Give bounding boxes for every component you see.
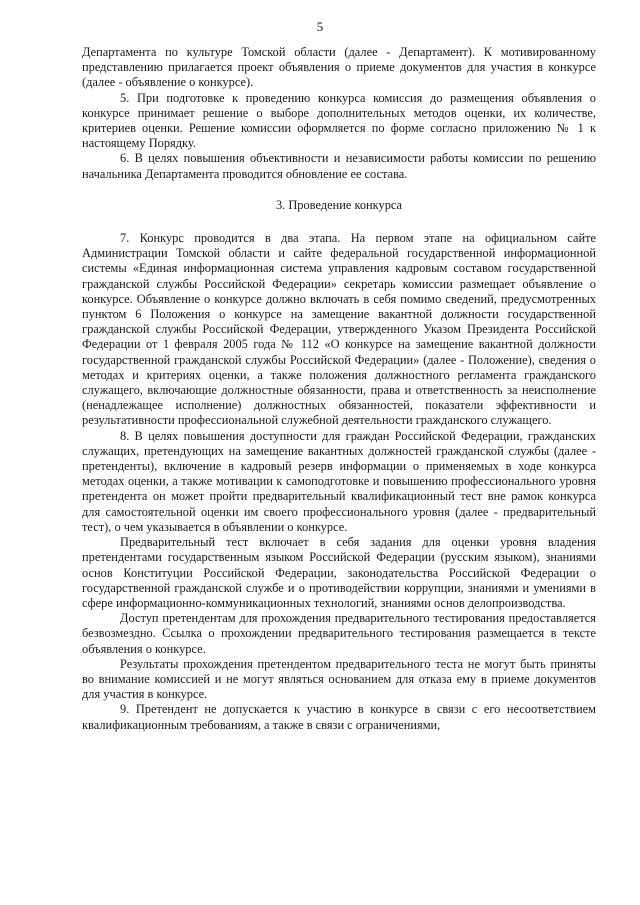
paragraph-test-access: Доступ претендентам для прохождения предварительного тестирования предоставляется безвозмездно. Ссылка о прохождении предварительного тестирования размещается в тексте объявления о конкурсе. — [82, 611, 596, 656]
paragraph-continuation: Департамента по культуре Томской области (далее - Департамент). К мотивированному представлению прилагается проект объявления о приеме документов для участия в конкурсе (далее - объявление о конкурсе). — [82, 45, 596, 90]
paragraph-item-5: 5. При подготовке к проведению конкурса комиссия до размещения объявления о конкурсе принимает решение о выборе дополнительных методов оценки, их количестве, критериев оценки. Решение комиссии оформляется по форме согласно приложению № 1 к настоящему Порядку. — [82, 90, 596, 151]
paragraph-item-9: 9. Претендент не допускается к участию в конкурсе в связи с его несоответствием квалификационным требованиям, а также в связи с ограничениями, — [82, 702, 596, 732]
paragraph-preliminary-test: Предварительный тест включает в себя задания для оценки уровня владения претендентами государственным языком Российской Федерации (русским языком), знаниями основ Конституции Российской Федерации, законодательства Российской Федерации о государственной гражданской службе и о противодействии коррупции, знаниями и умениями в сфере информационно-коммуникационных технологий, знаниями основ делопроизводства. — [82, 535, 596, 610]
page-number: 5 — [316, 19, 324, 34]
section-heading: 3. Проведение конкурса — [275, 197, 403, 212]
paragraph-test-results: Результаты прохождения претендентом предварительного теста не могут быть приняты во внимание комиссией и не могут являться основанием для отказа ему в приеме документов для участия в конкурсе. — [82, 656, 596, 702]
paragraph-item-6: 6. В целях повышения объективности и независимости работы комиссии по решению начальника Департамента проводится обновление ее состава. — [82, 151, 596, 181]
paragraph-item-7: 7. Конкурс проводится в два этапа. На первом этапе на официальном сайте Администрации Томской области и сайте федеральной государственной информационной системы «Единая информационная система управления кадровым составом государственной гражданской службы Российской Федерации» секретарь комиссии размещает объявление о конкурсе. Объявление о конкурсе должно включать в себя помимо сведений, предусмотренных пунктом 6 Положения о конкурсе на замещение вакантной должности государственной гражданской службы Российской Федерации, утвержденного Указом Президента Российской Федерации от 1 февраля 2005 года № 112 «О конкурсе на замещение вакантной должности государственной гражданской службы Российской Федерации» (далее - Положение), сведения о методах и критериях оценки, а также положения должностного регламента гражданского служащего, включающие должностные обязанности, права и ответственность за неисполнение (ненадлежащее исполнение) должностных обязанностей, показатели эффективности и результативности профессиональной служебной деятельности гражданского служащего. — [82, 231, 596, 428]
document-body — [82, 45, 596, 733]
paragraph-item-8: 8. В целях повышения доступности для граждан Российской Федерации, гражданских служащих, претендующих на замещение вакантных должностей гражданской службы (далее - претенденты), включение в кадровый резерв информации о применяемых в ходе конкурса методах оценки, а также мотивации к самоподготовке и повышению профессионального уровня претендента он может пройти предварительный квалификационный тест вне рамок конкурса для самостоятельной оценки им своего профессионального уровня (далее - предварительный тест), о чем указывается в объявлении о конкурсе. — [82, 428, 596, 534]
